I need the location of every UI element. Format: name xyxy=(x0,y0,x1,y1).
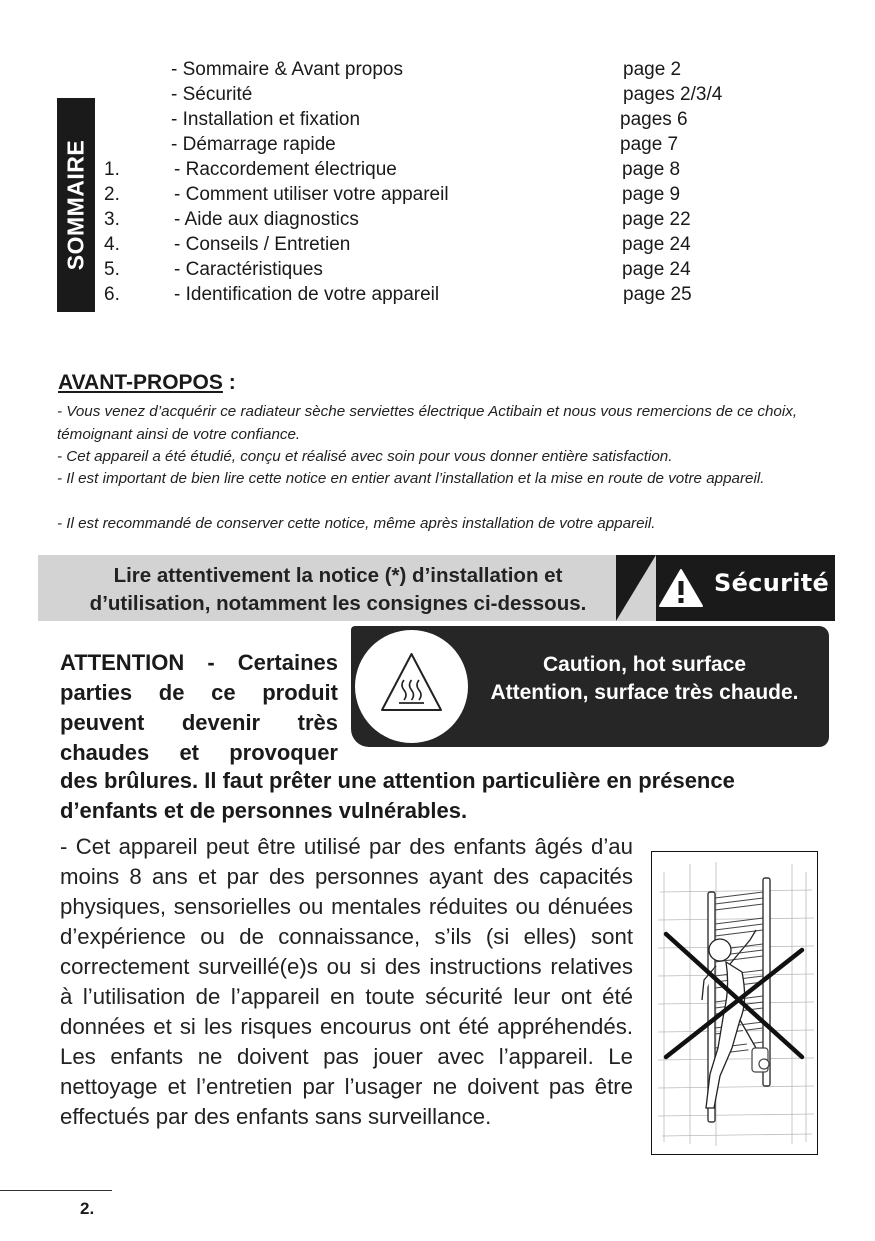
securite-label: Sécurité xyxy=(714,569,830,597)
toc-item[interactable] xyxy=(0,107,875,132)
toc-item-page: pages 2/3/4 xyxy=(623,84,723,105)
toc-item-label: - Identification de votre appareil xyxy=(174,284,440,305)
toc-item[interactable] xyxy=(0,132,875,157)
hot-surface-icon xyxy=(355,630,468,743)
toc-item-label: - Démarrage rapide xyxy=(171,134,336,155)
children-safety-paragraph: - Cet appareil peut être utilisé par des enfants âgés d’au moins 8 ans et par des personnes ayant des capacités physiques, sensorielles ou mentales réduites ou dénuées d’expérience ou de connaissance, s’ils (si elles) sont correctement surveillé(e)s ou si des instructions relatives à l’utilisation de l’appareil en toute sécurité leur ont été données et si les risques encourus ont été appréhendés. Les enfants ne doivent pas jouer avec l’appareil. Le nettoyage et l’entretien par l’usager ne doivent pas être effectués par des enfants sans surveillance. xyxy=(60,834,633,1129)
attention-heading: ATTENTION - Certaines parties de ce produit peuvent devenir très chaudes et provoquer xyxy=(60,650,338,765)
sommaire-title: SOMMAIRE xyxy=(62,139,89,271)
toc-item[interactable] xyxy=(0,282,875,307)
toc-item-label: - Sécurité xyxy=(171,84,253,105)
toc-item-number: 2. xyxy=(104,184,120,205)
toc-item-label: - Caractéristiques xyxy=(174,259,323,280)
toc-item-page: page 25 xyxy=(623,284,692,305)
toc-item-number: 3. xyxy=(104,209,120,230)
toc-item-label: - Aide aux diagnostics xyxy=(174,209,359,230)
banner-notice: Lire attentivement la notice (*) d’installation et d’utilisation, notamment les consignes ci-dessous. xyxy=(89,564,587,615)
toc-item-label: - Conseils / Entretien xyxy=(174,234,351,255)
toc-item[interactable] xyxy=(0,182,875,207)
toc-item-number: 5. xyxy=(104,259,120,280)
toc-item[interactable] xyxy=(0,57,875,82)
toc-item-label: - Comment utiliser votre appareil xyxy=(174,184,449,205)
toc-item[interactable] xyxy=(0,257,875,282)
avant-propos-paragraph: - Il est important de bien lire cette notice en entier avant l’installation et la mise en route de votre appareil. xyxy=(57,470,765,487)
safety-banner xyxy=(38,555,835,621)
toc-item-number: 4. xyxy=(104,234,120,255)
attention-continuation: des brûlures. Il faut prêter une attention particulière en présence d’enfants et de personnes vulnérables. xyxy=(60,768,735,823)
caution-french: Attention, surface très chaude. xyxy=(490,681,799,704)
toc-item[interactable] xyxy=(0,157,875,182)
child-radiator-illustration xyxy=(651,851,818,1155)
toc-item[interactable] xyxy=(0,232,875,257)
toc-item-page: pages 6 xyxy=(620,109,688,130)
toc-item-page: page 22 xyxy=(622,209,691,230)
avant-propos-paragraph: - Cet appareil a été étudié, conçu et réalisé avec soin pour vous donner entière satisfaction. xyxy=(57,448,673,465)
avant-propos-title: AVANT-PROPOS : xyxy=(58,371,236,394)
toc-item-page: page 24 xyxy=(622,259,691,280)
toc-item-label: - Raccordement électrique xyxy=(174,159,397,180)
toc-item-number: 6. xyxy=(104,284,120,305)
footer-rule xyxy=(0,1190,112,1191)
child-climbing-radiator-image xyxy=(652,852,817,1154)
toc-item-page: page 2 xyxy=(623,59,682,80)
caution-box xyxy=(351,626,829,747)
toc-item-page: page 8 xyxy=(622,159,681,180)
toc-item[interactable] xyxy=(0,207,875,232)
page-number: 2. xyxy=(80,1199,95,1218)
toc-item-label: - Sommaire & Avant propos xyxy=(171,59,403,80)
toc-item-page: page 24 xyxy=(622,234,691,255)
toc-item-label: - Installation et fixation xyxy=(171,109,361,130)
avant-propos-paragraph: - Vous venez d’acquérir ce radiateur sèche serviettes électrique Actibain et nous vous remercions de ce choix, témoignant ainsi de votre confiance. xyxy=(57,403,798,443)
toc-item-page: page 9 xyxy=(622,184,681,205)
toc-item-number: 1. xyxy=(104,159,120,180)
warning-triangle-icon xyxy=(658,568,704,608)
toc-item-page: page 7 xyxy=(620,134,679,155)
toc-item[interactable] xyxy=(0,82,875,107)
caution-english: Caution, hot surface xyxy=(542,653,747,676)
avant-propos-paragraph: - Il est recommandé de conserver cette notice, même après installation de votre appareil. xyxy=(57,515,656,532)
